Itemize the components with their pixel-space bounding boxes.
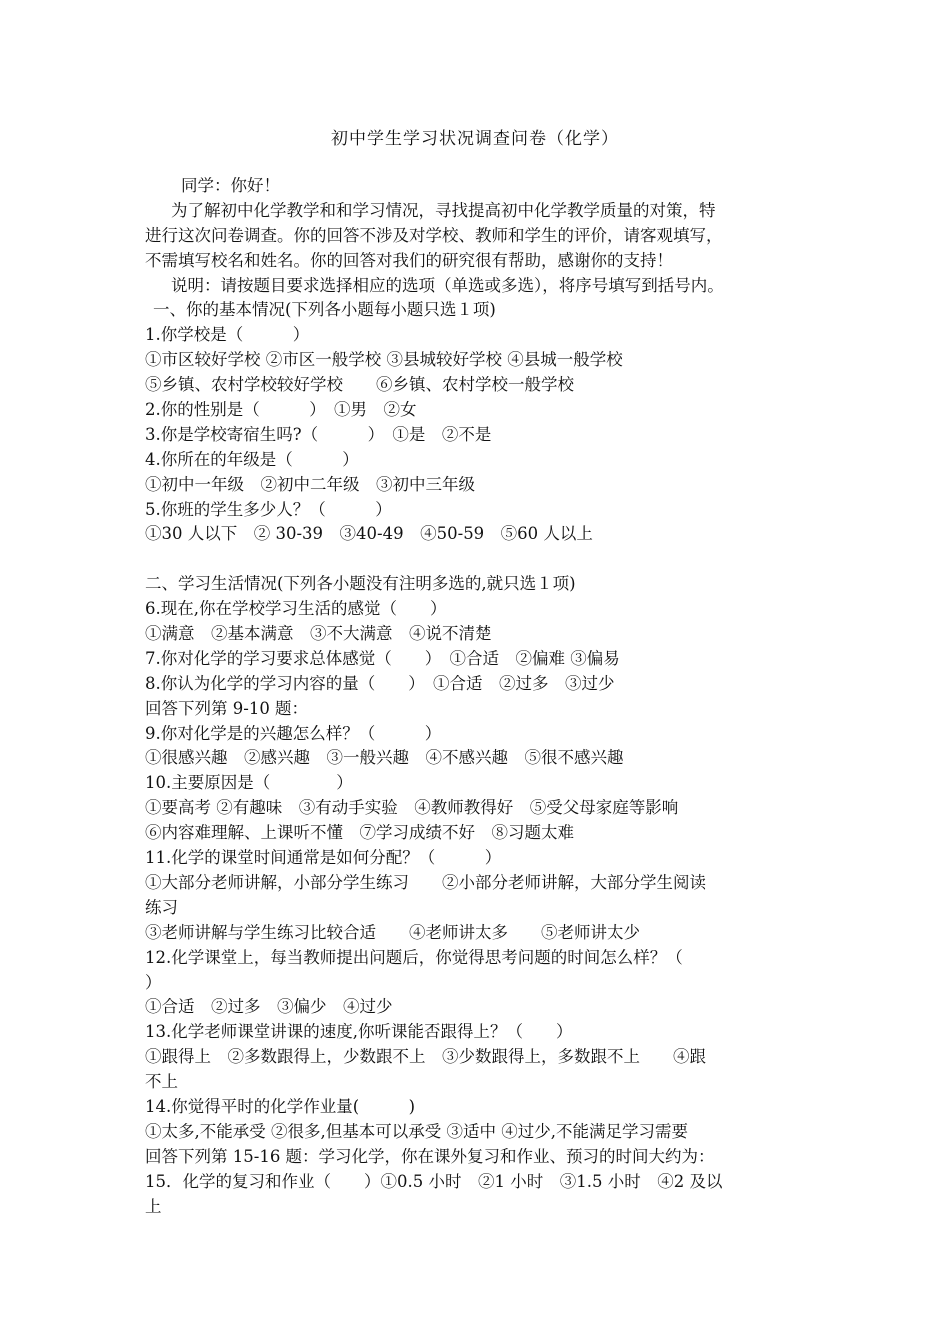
question-line: 15．化学的复习和作业（ ）①0.5 小时 ②1 小时 ③1.5 小时 ④2 及以 (145, 1171, 723, 1191)
question-line: 3.你是学校寄宿生吗?（ ） ①是 ②不是 (145, 424, 492, 444)
question-line: 4.你所在的年级是（ ） (145, 449, 359, 469)
intro-line: 进行这次问卷调查。你的回答不涉及对学校、教师和学生的评价，请客观填写， (145, 225, 723, 245)
option-line: 不上 (145, 1072, 178, 1092)
document-body (145, 174, 815, 1219)
question-line: 12.化学课堂上，每当教师提出问题后，你觉得思考问题的时间怎么样？（ (145, 947, 683, 967)
option-line: ①太多,不能承受 ②很多,但基本可以承受 ③适中 ④过少,不能满足学习需要 (145, 1121, 688, 1141)
question-line: 10.主要原因是（ ） (145, 773, 353, 793)
section-2-heading: 二、学习生活情况(下列各小题没有注明多选的,就只选１项) (145, 574, 576, 594)
option-line: 练习 (145, 897, 178, 917)
question-line: 13.化学老师课堂讲课的速度,你听课能否跟得上？（ ） (145, 1022, 573, 1042)
option-line: ③老师讲解与学生练习比较合适 ④老师讲太多 ⑤老师讲太少 (145, 922, 640, 942)
intro-line: 不需填写校名和姓名。你的回答对我们的研究很有帮助，感谢你的支持！ (145, 250, 673, 270)
spacer (145, 547, 815, 572)
question-line: 14.你觉得平时的化学作业量( ) (145, 1096, 416, 1116)
option-line: ①30 人以下 ② 30-39 ③40-49 ④50-59 ⑤60 人以上 (145, 524, 593, 544)
option-line: ①要高考 ②有趣味 ③有动手实验 ④教师教得好 ⑤受父母家庭等影响 (145, 798, 679, 818)
option-line: ⑤乡镇、农村学校较好学校 ⑥乡镇、农村学校一般学校 (145, 375, 574, 395)
question-line: 11.化学的课堂时间通常是如何分配？（ ） (145, 848, 502, 868)
question-line: 1.你学校是（ ） (145, 325, 310, 345)
section-1-list (145, 323, 815, 547)
greeting: 同学：你好！ (181, 176, 280, 195)
section-1-heading: 一、你的基本情况(下列各小题每小题只选１项) (153, 300, 496, 320)
option-line: 上 (145, 1196, 162, 1216)
option-line: ①合适 ②过多 ③偏少 ④过少 (145, 997, 393, 1017)
document-title: 初中学生学习状况调查问卷（化学） (331, 129, 619, 149)
question-line: 6.现在,你在学校学习生活的感觉（ ） (145, 599, 447, 619)
option-line: ①跟得上 ②多数跟得上，少数跟不上 ③少数跟得上，多数跟不上 ④跟 (145, 1047, 706, 1067)
instruction: 说明：请按题目要求选择相应的选项（单选或多选），将序号填写到括号内。 (171, 275, 724, 295)
question-line: 8.你认为化学的学习内容的量（ ） ①合适 ②过多 ③过少 (145, 673, 615, 693)
section-2-list (145, 597, 815, 1219)
instruction-line: 回答下列第 9-10 题： (145, 698, 309, 718)
option-line: ①初中一年级 ②初中二年级 ③初中三年级 (145, 474, 475, 494)
question-line: 2.你的性别是（ ） ①男 ②女 (145, 400, 417, 420)
question-line: 5.你班的学生多少人？（ ） (145, 499, 392, 519)
question-line: ） (145, 972, 162, 992)
option-line: ①满意 ②基本满意 ③不大满意 ④说不清楚 (145, 624, 492, 644)
option-line: ①市区较好学校 ②市区一般学校 ③县城较好学校 ④县城一般学校 (145, 350, 623, 370)
question-line: 9.你对化学是的兴趣怎么样？（ ） (145, 723, 442, 743)
intro-line: 为了解初中化学教学和和学习情况，寻找提高初中化学教学质量的对策，特 (171, 200, 716, 220)
question-line: 7.你对化学的学习要求总体感觉（ ） ①合适 ②偏难 ③偏易 (145, 648, 620, 668)
instruction-line: 回答下列第 15-16 题：学习化学，你在课外复习和作业、预习的时间大约为： (145, 1146, 715, 1166)
option-line: ①大部分老师讲解，小部分学生练习 ②小部分老师讲解，大部分学生阅读 (145, 872, 706, 892)
option-line: ①很感兴趣 ②感兴趣 ③一般兴趣 ④不感兴趣 ⑤很不感兴趣 (145, 748, 624, 768)
option-line: ⑥内容难理解、上课听不懂 ⑦学习成绩不好 ⑧习题太难 (145, 823, 574, 843)
